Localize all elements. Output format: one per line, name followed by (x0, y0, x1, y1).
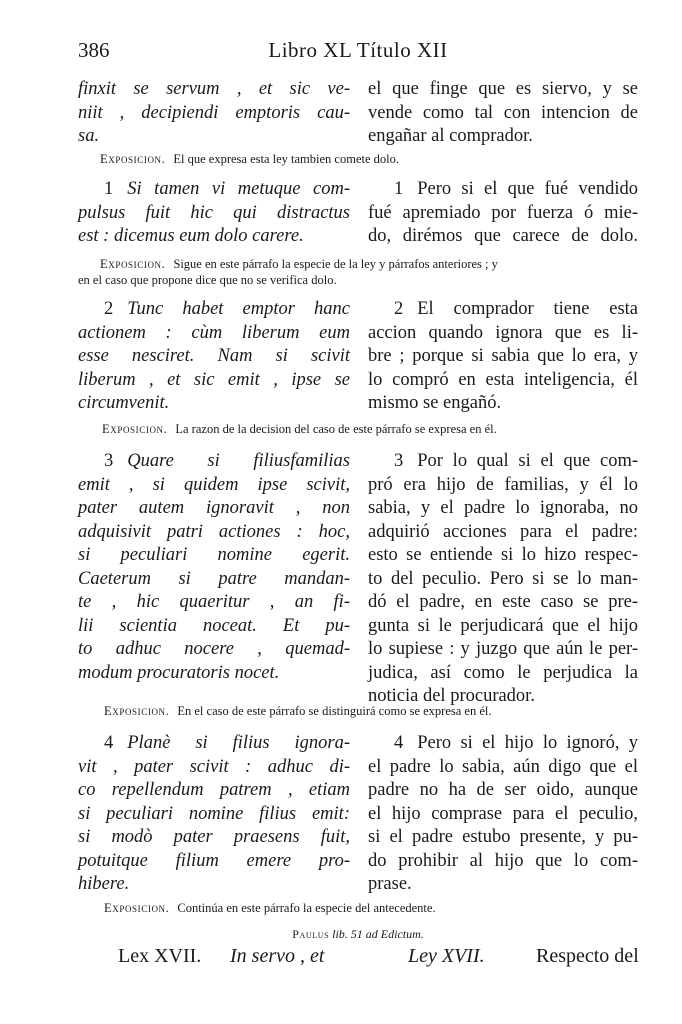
catchline-ley: Ley XVII. (408, 945, 485, 967)
latin-line: si peculiari nomine egerit. (78, 545, 350, 565)
catchline-latin: In servo , et (230, 945, 325, 967)
exposicion-note (78, 256, 638, 288)
spanish-line: bre ; porque si sabia que lo era, y (368, 346, 638, 366)
latin-line: sa. (78, 126, 100, 146)
latin-line: Planè si filius ignora- (127, 733, 350, 753)
exposicion-label: Exposicion. (100, 152, 166, 166)
exposicion-text: El que expresa esta ley tambien comete dolo. (173, 152, 399, 166)
paragraph-number: 3 (394, 451, 404, 471)
latin-line: adquisivit patri actiones : hoc, (78, 521, 350, 542)
spanish-line: Pero si el que fué vendido (417, 179, 638, 199)
latin-column (78, 178, 350, 249)
exposicion-label: Exposicion. (104, 901, 170, 915)
spanish-line: mismo se engañó. (368, 393, 502, 413)
spanish-line: pró era hijo de familias, y él lo (368, 474, 638, 495)
exposicion-note (104, 703, 638, 719)
exposicion-text: en el caso que propone dice que no se verifica dolo. (78, 273, 337, 287)
spanish-line: el padre lo sabia, aún digo que el (368, 756, 638, 777)
latin-line: potuitque filium emere pro- (78, 850, 350, 871)
page-number: 386 (78, 38, 110, 62)
paragraph-number: 1 (394, 179, 404, 199)
spanish-line: padre no ha de ser oido, aunque (368, 780, 638, 800)
latin-line: modum procuratoris nocet. (78, 662, 280, 683)
spanish-line: dó el padre, en este caso se pre- (368, 592, 638, 612)
spanish-column (368, 298, 638, 416)
latin-column (78, 298, 350, 416)
spanish-line: do, dirémos que carece de dolo. (368, 226, 638, 246)
page-header (78, 38, 638, 68)
spanish-line: fué apremiado por fuerza ó mie- (368, 202, 638, 223)
paragraph-number: 4 (394, 733, 404, 753)
exposicion-label: Exposicion. (100, 257, 166, 271)
source-attribution (78, 927, 638, 942)
attribution-author: Paulus (292, 927, 330, 941)
spanish-line: el hijo comprase para el peculio, (368, 803, 638, 824)
paragraph-number: 1 (104, 179, 114, 199)
catchline-lex: Lex XVII. (118, 945, 202, 967)
spanish-line: sabia, y el padre lo ignoraba, no (368, 498, 638, 518)
latin-line: si modò pater praesens fuit, (78, 827, 350, 847)
exposicion-text: La razon de la decision del caso de este párrafo se expresa en él. (175, 422, 497, 436)
spanish-column (368, 450, 638, 709)
latin-line: finxit se servum , et sic ve- (78, 79, 350, 99)
exposicion-text: Continúa en este párrafo la especie del antecedente. (177, 901, 436, 915)
spanish-line: si el padre estubo presente, y pu- (368, 827, 638, 847)
latin-line: emit , si quidem ipse scivit, (78, 474, 350, 495)
paragraph-number: 2 (104, 299, 114, 319)
latin-line: to adhuc nocere , quemad- (78, 639, 350, 659)
latin-line: Si tamen vi metuque com- (127, 179, 350, 199)
spanish-line: to del peculio. Pero si se lo man- (368, 568, 638, 589)
latin-line: Quare si filiusfamilias (127, 451, 350, 471)
spanish-line: accion quando ignora que es li- (368, 322, 638, 343)
spanish-line: esto se entiende si lo hizo respec- (368, 545, 638, 565)
latin-line: si peculiari nomine filius emit: (78, 803, 350, 824)
latin-line: est : dicemus eum dolo carere. (78, 226, 304, 246)
exposicion-note (102, 421, 638, 437)
spanish-line: judica, así como le perjudica la (368, 662, 638, 683)
latin-line: lii scientia noceat. Et pu- (78, 615, 350, 636)
exposicion-note (104, 900, 638, 916)
latin-line: Tunc habet emptor hanc (127, 299, 350, 319)
spanish-line: noticia del procurador. (368, 686, 535, 706)
spanish-line: do prohibir al hijo que lo com- (368, 850, 638, 871)
latin-column (78, 732, 350, 897)
spanish-column (368, 178, 638, 249)
latin-line: co repellendum patrem , etiam (78, 780, 350, 800)
latin-line: pulsus fuit hic qui distractus (78, 202, 350, 223)
latin-line: vit , pater scivit : adhuc di- (78, 756, 350, 777)
spanish-line: Pero si el hijo lo ignoró, y (417, 733, 638, 753)
exposicion-note (100, 151, 638, 167)
attribution-source: lib. 51 ad Edictum. (332, 927, 424, 941)
latin-column (78, 78, 350, 149)
exposicion-label: Exposicion. (104, 704, 170, 718)
latin-line: niit , decipiendi emptoris cau- (78, 102, 350, 123)
spanish-line: lo supiese : y juzgo que aún le per- (368, 639, 638, 659)
latin-line: circumvenit. (78, 393, 170, 413)
exposicion-text: Sigue en este párrafo la especie de la ley y párrafos anteriores ; y (173, 257, 498, 271)
spanish-line: adquirió acciones para el padre: (368, 521, 638, 542)
paragraph-number: 3 (104, 451, 114, 471)
spanish-line: Por lo qual si el que com- (417, 451, 638, 471)
latin-line: actionem : cùm liberum eum (78, 322, 350, 343)
latin-column (78, 450, 350, 685)
paragraph-number: 2 (394, 299, 404, 319)
exposicion-text: En el caso de este párrafo se distinguirá como se expresa en él. (177, 704, 492, 718)
spanish-line: El comprador tiene esta (417, 299, 638, 319)
exposicion-label: Exposicion. (102, 422, 168, 436)
spanish-column (368, 78, 638, 149)
latin-line: Caeterum si patre mandan- (78, 568, 350, 589)
latin-line: pater autem ignoravit , non (78, 498, 350, 518)
spanish-line: lo compró en esta inteligencia, él (368, 369, 638, 390)
spanish-column (368, 732, 638, 897)
catchline-spanish: Respecto del (536, 945, 639, 967)
latin-line: hibere. (78, 874, 130, 894)
spanish-line: vende como tal con intencion de (368, 102, 638, 123)
spanish-line: gunta si le perjudicará que el hijo (368, 615, 638, 636)
latin-line: te , hic quaeritur , an fi- (78, 592, 350, 612)
spanish-line: engañar al comprador. (368, 126, 533, 146)
latin-line: liberum , et sic emit , ipse se (78, 369, 350, 390)
spanish-line: el que finge que es siervo, y se (368, 79, 638, 99)
paragraph-number: 4 (104, 733, 114, 753)
running-head: Libro XL Título XII (268, 38, 448, 62)
spanish-line: prase. (368, 874, 412, 894)
latin-line: esse nesciret. Nam si scivit (78, 346, 350, 366)
